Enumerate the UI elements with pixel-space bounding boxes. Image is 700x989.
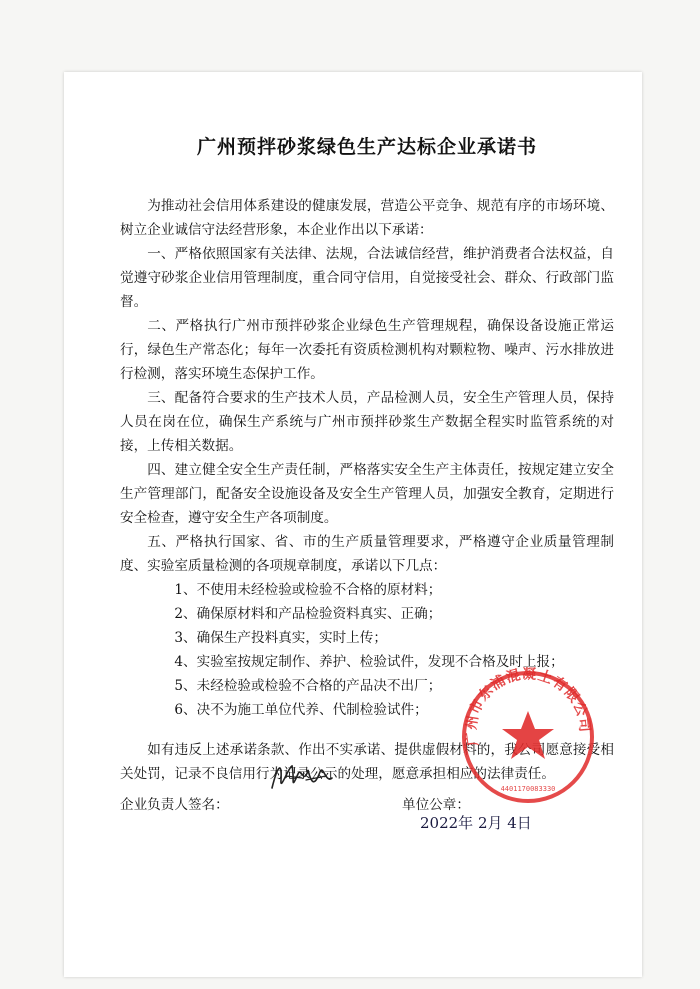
commitment-item-2: 2、确保原材料和产品检验资料真实、正确； (174, 606, 442, 622)
document-date: 2022年 2月 4日 (420, 814, 532, 832)
intro-paragraph: 为推动社会信用体系建设的健康发展，营造公平竞争、规范有序的市场环境、树立企业诚信守法经营形象，本企业作出以下承诺： (120, 198, 614, 238)
clause-3: 三、配备符合要求的生产技术人员，产品检测人员，安全生产管理人员，保持人员在岗在位，确保生产系统与广州市预拌砂浆生产数据全程实时监管系统的对接，上传相关数据。 (120, 390, 614, 454)
commitment-item-6: 6、决不为施工单位代养、代制检验试件； (174, 702, 428, 718)
closing-paragraph: 如有违反上述承诺条款、作出不实承诺、提供虚假材料的，我公司愿意接受相关处罚，记录不良信用行为记录公示的处理，愿意承担相应的法律责任。 (120, 742, 614, 782)
clause-5: 五、严格执行国家、省、市的生产质量管理要求，严格遵守企业质量管理制度、实验室质量检测的各项规章制度，承诺以下几点： (120, 534, 614, 574)
handwritten-signature (268, 758, 338, 798)
clause-2: 二、严格执行广州市预拌砂浆企业绿色生产管理规程，确保设备设施正常运行，绿色生产常态化；每年一次委托有资质检测机构对颗粒物、噪声、污水排放进行检测，落实环境生态保护工作。 (120, 318, 614, 382)
commitment-item-4: 4、实验室按规定制作、养护、检验试件，发现不合格及时上报； (174, 654, 564, 670)
commitment-item-3: 3、确保生产投料真实，实时上传； (174, 630, 387, 646)
clause-4: 四、建立健全安全生产责任制，严格落实安全生产主体责任，按规定建立安全生产管理部门，配备安全设施设备及安全生产管理人员，加强安全教育，定期进行安全检查，遵守安全生产各项制度。 (120, 462, 614, 526)
commitment-item-1: 1、不使用未经检验或检验不合格的原材料； (174, 582, 442, 598)
svg-text:广州市东浦混凝土有限公司: 广州市东浦混凝土有限公司 (463, 667, 593, 747)
commitment-item-5: 5、未经检验或检验不合格的产品决不出厂； (174, 678, 442, 694)
clause-1: 一、严格依照国家有关法律、法规，合法诚信经营，维护消费者合法权益，自觉遵守砂浆企业信用管理制度，重合同守信用，自觉接受社会、群众、行政部门监督。 (120, 246, 614, 310)
document-title: 广州预拌砂浆绿色生产达标企业承诺书 (196, 136, 537, 158)
svg-text:4401170083330: 4401170083330 (500, 785, 556, 793)
seal-label: 单位公章： (402, 797, 470, 813)
document-page (64, 72, 642, 977)
company-seal (458, 667, 598, 807)
signer-label: 企业负责人签名： (120, 797, 229, 813)
